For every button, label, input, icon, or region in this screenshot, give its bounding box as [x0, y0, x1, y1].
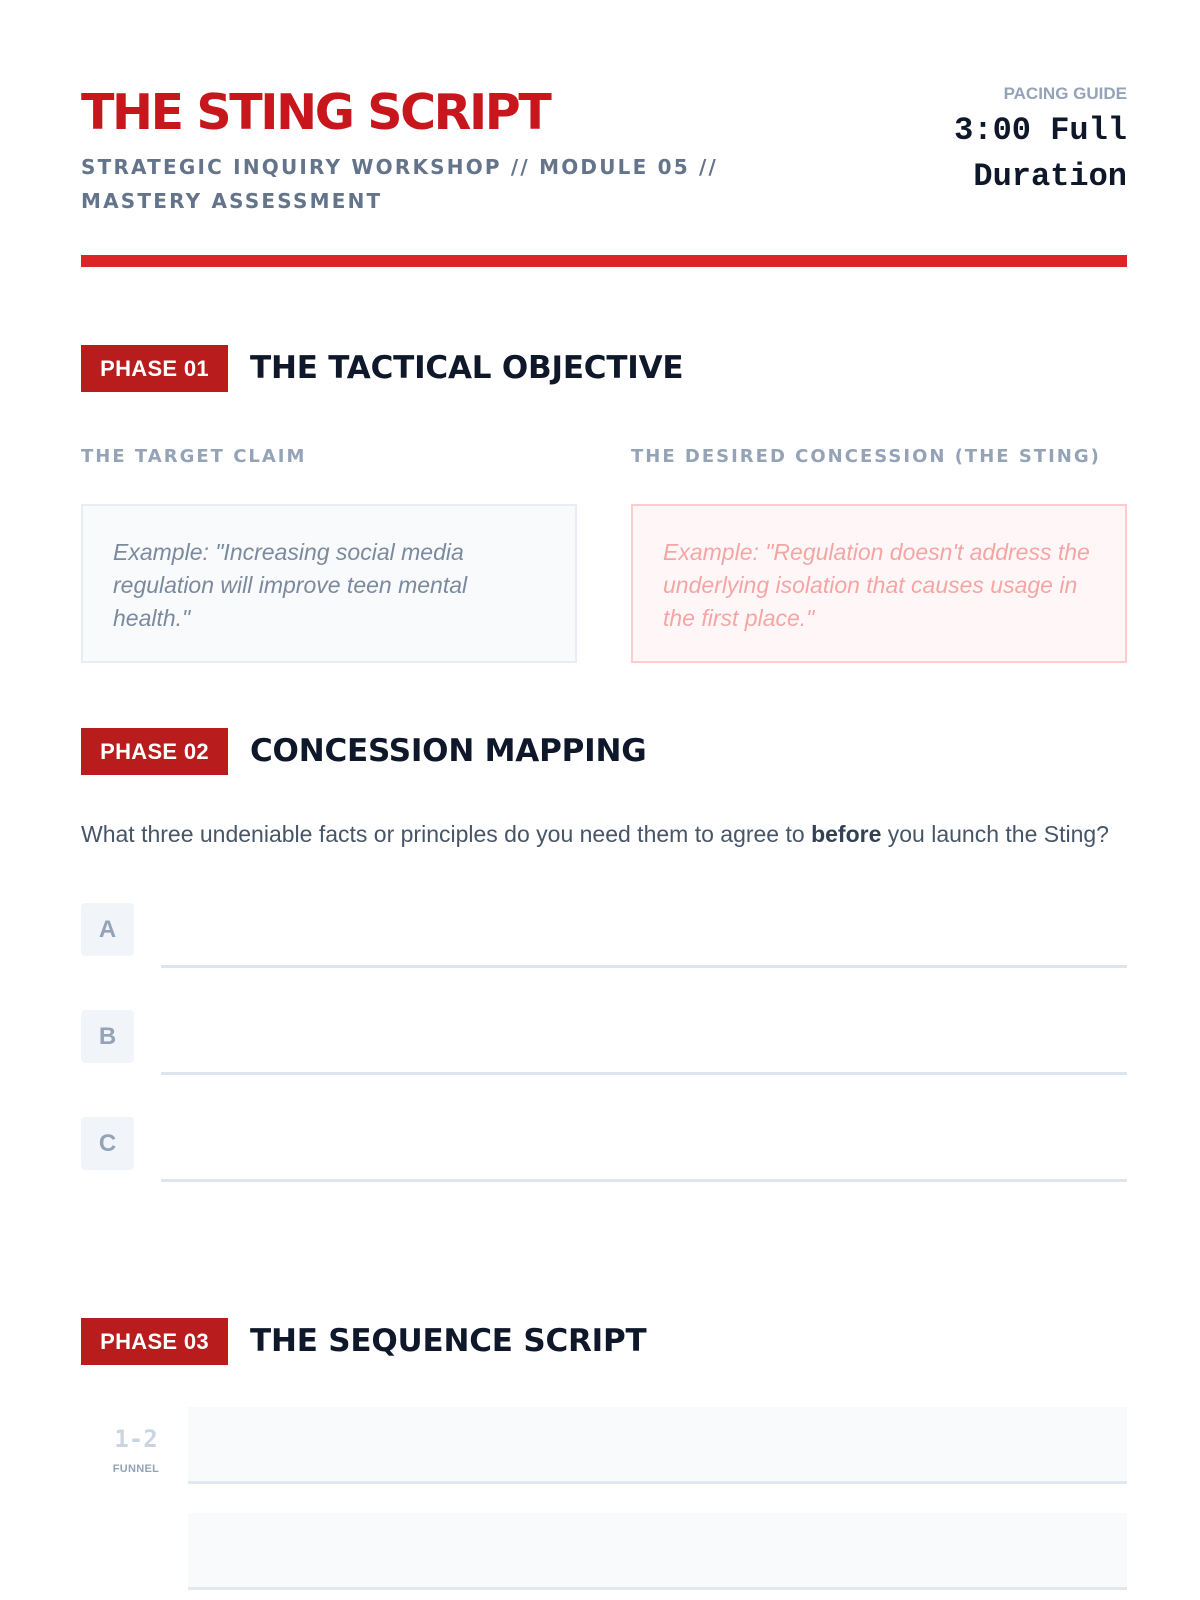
worksheet-subtitle: STRATEGIC INQUIRY WORKSHOP // MODULE 05 // MASTERY ASSESSMENT — [81, 155, 719, 213]
fact-row-a — [81, 903, 1127, 971]
target-claim-label: THE TARGET CLAIM — [81, 446, 307, 467]
fact-row-b — [81, 1010, 1127, 1078]
phase-01-tag: PHASE 01 — [81, 345, 228, 392]
pacing-value-line2: Duration — [973, 158, 1127, 195]
header-divider — [81, 255, 1127, 267]
phase-01-title: THE TACTICAL OBJECTIVE — [250, 350, 684, 386]
fact-badge-a: A — [81, 903, 134, 956]
concession-prompt — [81, 818, 1127, 850]
concession-prompt-text: What three undeniable facts or principles do you need them to agree to — [81, 821, 812, 847]
worksheet-title: THE STING SCRIPT — [81, 84, 550, 141]
fact-row-c — [81, 1117, 1127, 1185]
phase-03-tag: PHASE 03 — [81, 1318, 228, 1365]
phase-02-heading — [81, 728, 1127, 775]
fact-input-b[interactable] — [161, 1072, 1127, 1075]
concession-prompt-text-end: you launch the Sting? — [881, 821, 1109, 847]
target-claim-field[interactable] — [81, 504, 577, 663]
target-claim-placeholder: Example: "Increasing social media regulation will improve teen mental health." — [113, 539, 468, 631]
pacing-value-line1: 3:00 Full — [954, 112, 1127, 149]
pacing-guide — [807, 84, 1127, 200]
phase-02-tag: PHASE 02 — [81, 728, 228, 775]
desired-concession-placeholder: Example: "Regulation doesn't address the underlying isolation that causes usage in the first place." — [663, 539, 1090, 631]
desired-concession-field[interactable] — [631, 504, 1127, 663]
sequence-step-label: FUNNEL — [112, 1463, 160, 1475]
sequence-step-number: 1-2 — [114, 1425, 158, 1453]
worksheet-header — [81, 84, 1127, 224]
worksheet-page — [81, 0, 1127, 1600]
concession-prompt-emphasis: before — [811, 821, 882, 847]
fact-input-a[interactable] — [161, 965, 1127, 968]
sequence-step-input-1[interactable] — [188, 1407, 1127, 1484]
phase-03-heading — [81, 1318, 1127, 1365]
desired-concession-label: THE DESIRED CONCESSION (THE STING) — [631, 446, 1101, 467]
phase-02-title: CONCESSION MAPPING — [250, 733, 647, 769]
phase-03-title: THE SEQUENCE SCRIPT — [250, 1323, 647, 1359]
fact-badge-b: B — [81, 1010, 134, 1063]
fact-input-c[interactable] — [161, 1179, 1127, 1182]
pacing-guide-label: PACING GUIDE — [1003, 84, 1127, 103]
phase-01-heading — [81, 345, 1127, 392]
pacing-guide-value — [807, 108, 1127, 200]
sequence-step-input-2[interactable] — [188, 1513, 1127, 1590]
fact-badge-c: C — [81, 1117, 134, 1170]
